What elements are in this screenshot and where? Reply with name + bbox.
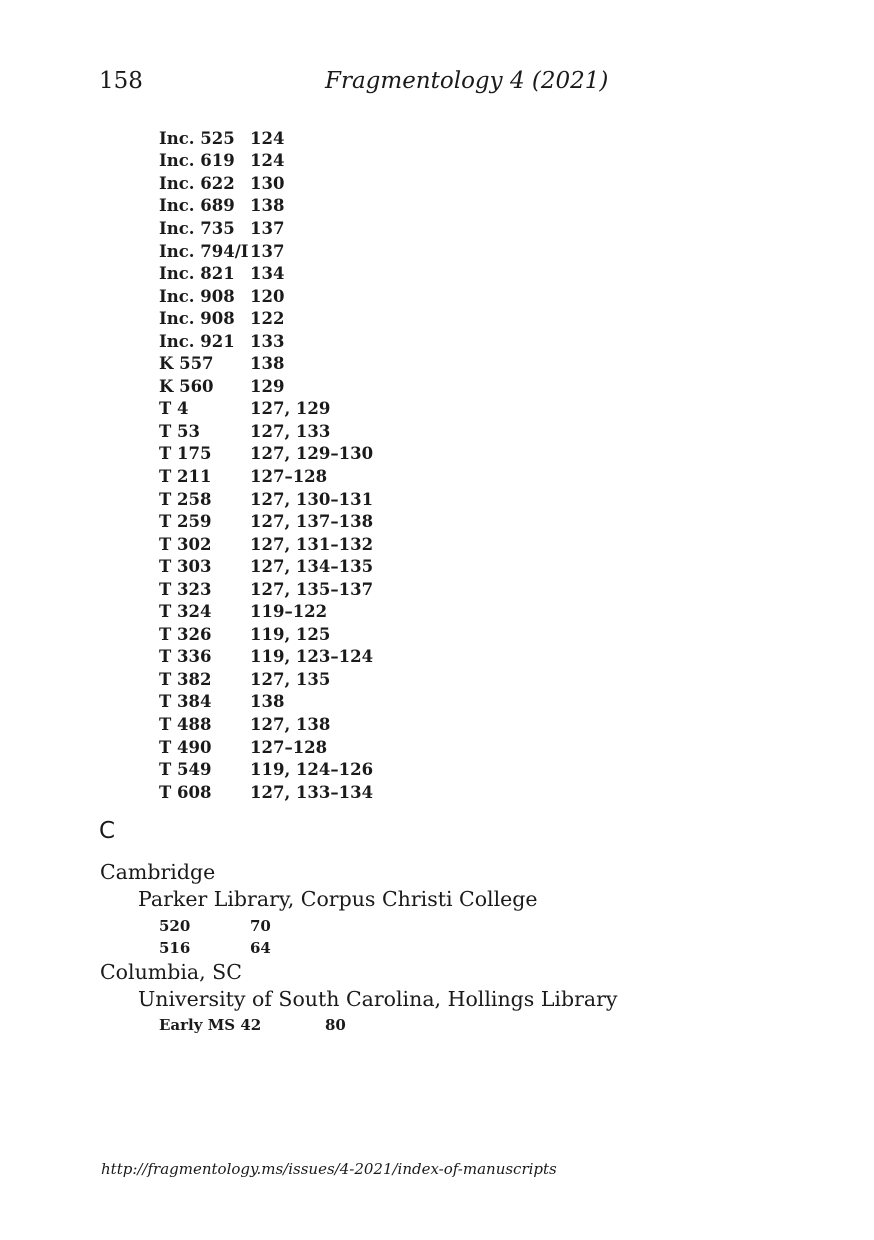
page-references: 122: [250, 309, 285, 329]
shelfmark: T 382: [159, 669, 212, 689]
page-references: 64: [250, 939, 271, 957]
shelfmark: T 302: [159, 534, 212, 554]
shelfmark: T 258: [159, 489, 212, 509]
page-references: 130: [250, 173, 285, 193]
shelfmark: Inc. 794/I: [159, 241, 249, 261]
page-references: 127, 131–132: [250, 534, 374, 554]
shelfmark: T 211: [159, 466, 212, 486]
running-header: [0, 68, 874, 102]
shelfmark: Inc. 689: [159, 196, 235, 216]
manuscript-entry-list: [159, 127, 373, 803]
shelfmark: Inc. 735: [159, 218, 235, 238]
shelfmark: Early MS 42: [159, 1016, 262, 1034]
list-item: [159, 195, 373, 218]
list-item: [159, 465, 373, 488]
page-references: 124: [250, 128, 285, 148]
page-references: 137: [250, 218, 285, 238]
list-item: [159, 352, 373, 375]
shelfmark: T 303: [159, 557, 212, 577]
city-heading-columbia: Columbia, SC: [100, 960, 242, 984]
journal-title: Fragmentology 4 (2021): [325, 68, 609, 94]
shelfmark: Inc. 821: [159, 264, 235, 284]
page-references: 127, 133: [250, 421, 331, 441]
page-references: 127, 129–130: [250, 444, 374, 464]
list-item: [159, 510, 373, 533]
shelfmark: Inc. 619: [159, 151, 235, 171]
shelfmark: Inc. 622: [159, 173, 235, 193]
list-item: [159, 488, 373, 511]
list-item: [159, 443, 373, 466]
shelfmark: T 323: [159, 579, 212, 599]
page-references: 127, 135–137: [250, 579, 374, 599]
shelfmark: K 560: [159, 376, 214, 396]
page-references: 127, 134–135: [250, 557, 374, 577]
shelfmark: 520: [159, 917, 191, 935]
page-references: 137: [250, 241, 285, 261]
shelfmark: T 490: [159, 737, 212, 757]
page-references: 119, 124–126: [250, 760, 374, 780]
list-item: [159, 375, 373, 398]
shelfmark: T 4: [159, 399, 189, 419]
list-item: [159, 307, 373, 330]
list-item: [159, 285, 373, 308]
page-references: 127, 133–134: [250, 782, 374, 802]
page-references: 119, 125: [250, 624, 331, 644]
shelfmark: T 336: [159, 647, 212, 667]
list-item: [159, 646, 373, 669]
shelfmark: T 326: [159, 624, 212, 644]
list-item: [159, 578, 373, 601]
page-references: 120: [250, 286, 285, 306]
shelfmark: Inc. 908: [159, 309, 235, 329]
page-references: 119, 123–124: [250, 647, 374, 667]
list-item: [159, 781, 373, 804]
list-item: [159, 172, 373, 195]
page-references: 119–122: [250, 602, 328, 622]
list-item: [159, 533, 373, 556]
page-references: 127, 135: [250, 669, 331, 689]
list-item: [159, 758, 373, 781]
shelfmark: T 384: [159, 692, 212, 712]
list-item: [159, 736, 373, 759]
page-references: 134: [250, 264, 285, 284]
list-item: [159, 555, 373, 578]
page-references: 138: [250, 354, 285, 374]
library-heading-parker: Parker Library, Corpus Christi College: [138, 887, 538, 911]
page-references: 133: [250, 331, 285, 351]
footer-url[interactable]: http://fragmentology.ms/issues/4-2021/index-of-manuscripts: [101, 1160, 557, 1178]
page-references: 127, 137–138: [250, 512, 374, 532]
shelfmark: T 259: [159, 512, 212, 532]
shelfmark: T 488: [159, 714, 212, 734]
list-item: [159, 623, 373, 646]
shelfmark: K 557: [159, 354, 214, 374]
list-item: [159, 713, 373, 736]
shelfmark: T 608: [159, 782, 212, 802]
list-item: [159, 668, 373, 691]
shelfmark: Inc. 908: [159, 286, 235, 306]
shelfmark: Inc. 921: [159, 331, 235, 351]
list-item: [159, 600, 373, 623]
shelfmark: T 324: [159, 602, 212, 622]
page-references: 129: [250, 376, 285, 396]
page-references: 138: [250, 692, 285, 712]
page-references: 127, 129: [250, 399, 331, 419]
page-references: 127, 138: [250, 714, 331, 734]
list-item: [159, 150, 373, 173]
page-references: 70: [250, 917, 271, 935]
list-item: [159, 691, 373, 714]
list-item: [159, 127, 373, 150]
library-heading-hollings: University of South Carolina, Hollings Library: [138, 987, 618, 1011]
city-heading-cambridge: Cambridge: [100, 860, 216, 884]
page-references: 127–128: [250, 737, 328, 757]
shelfmark: Inc. 525: [159, 128, 235, 148]
list-item: [159, 398, 373, 421]
shelfmark: T 175: [159, 444, 212, 464]
list-item: [159, 240, 373, 263]
section-letter: C: [99, 818, 116, 844]
list-item: [159, 262, 373, 285]
list-item: [159, 939, 271, 957]
page-references: 80: [325, 1016, 346, 1034]
list-item: [159, 330, 373, 353]
page-references: 138: [250, 196, 285, 216]
page-references: 127, 130–131: [250, 489, 374, 509]
list-item: [159, 1016, 346, 1034]
shelfmark: T 53: [159, 421, 200, 441]
list-item: [159, 217, 373, 240]
shelfmark: 516: [159, 939, 191, 957]
list-item: [159, 917, 271, 935]
list-item: [159, 420, 373, 443]
page-references: 124: [250, 151, 285, 171]
shelfmark: T 549: [159, 760, 212, 780]
page-number: 158: [99, 68, 143, 94]
page-references: 127–128: [250, 466, 328, 486]
